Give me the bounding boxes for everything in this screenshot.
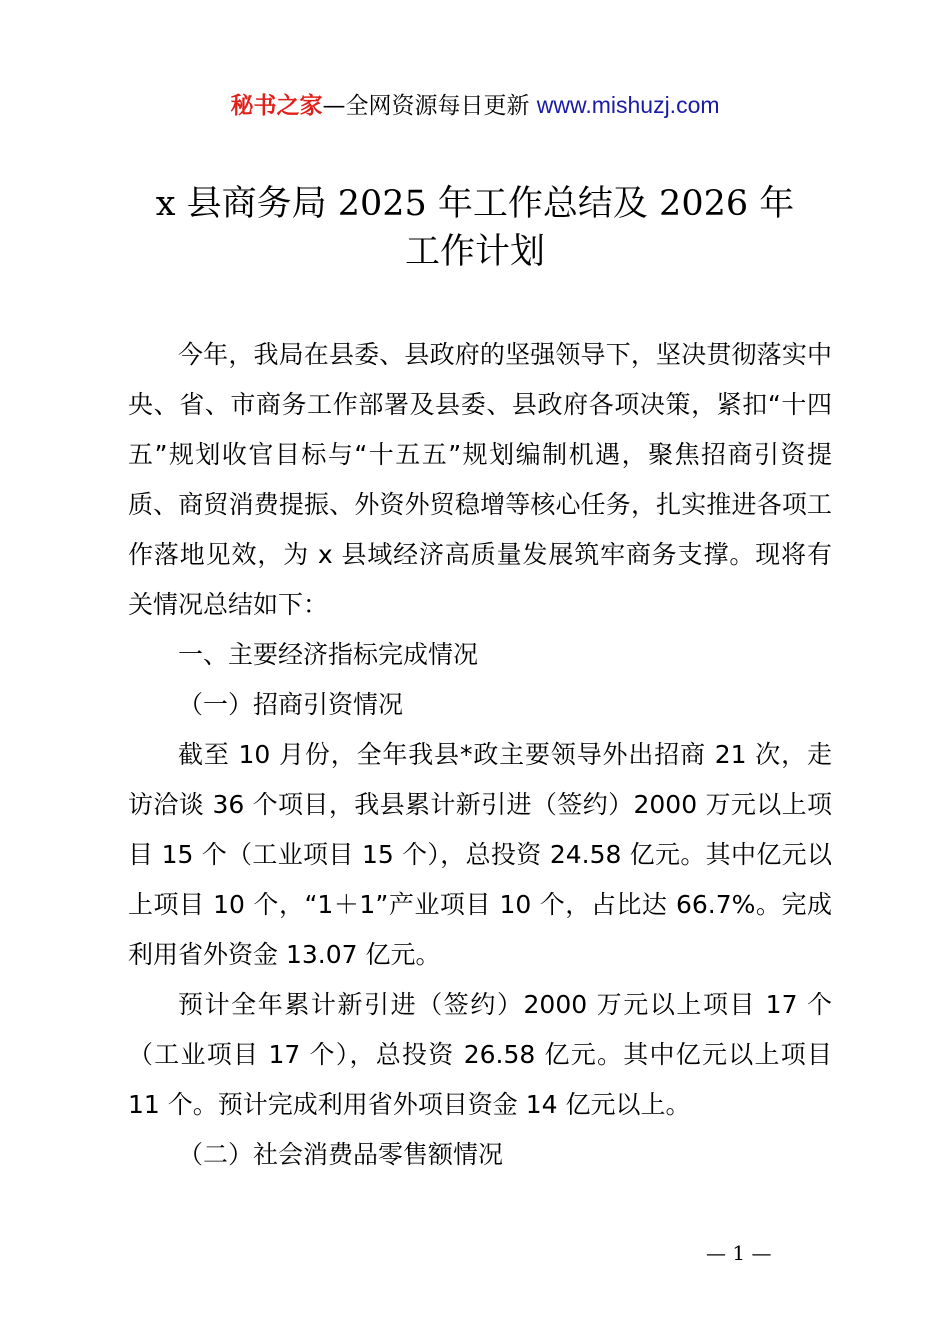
subsection-heading-2: （二）社会消费品零售额情况 — [178, 1140, 504, 1169]
title-line-2: 工作计划 — [404, 232, 545, 272]
site-header — [0, 88, 950, 123]
site-url-link[interactable]: www.mishuzj.com — [536, 92, 720, 118]
intro-paragraph: 今年，我局在县委、县政府的坚强领导下，坚决贯彻落实中央、省、市商务工作部署及县委、县政府各项决策，紧扣“十四五”规划收官目标与“十五五”规划编制机遇，聚焦招商引资提质、商贸消费提振、外资外贸稳增等核心任务，扎实推进各项工作落地见效，为 x 县域经济高质量发展筑牢商务支撑。现将有关情况总结如下： — [128, 340, 832, 619]
document-title — [0, 180, 950, 276]
site-slogan: —全网资源每日更新 — [322, 93, 537, 119]
subsection-heading-1: （一）招商引资情况 — [178, 690, 404, 719]
title-line-1: x 县商务局 2025 年工作总结及 2026 年 — [155, 184, 795, 224]
forecast-paragraph: 预计全年累计新引进（签约）2000 万元以上项目 17 个（工业项目 17 个），总投资 26.58 亿元。其中亿元以上项目 11 个。预计完成利用省外项目资金 14 亿元以上。 — [128, 990, 832, 1119]
page-number: — 1 — — [706, 1241, 772, 1265]
section-heading-1: 一、主要经济指标完成情况 — [178, 640, 479, 669]
document-body — [128, 330, 832, 1180]
investment-paragraph: 截至 10 月份，全年我县*政主要领导外出招商 21 次，走访洽谈 36 个项目，我县累计新引进（签约）2000 万元以上项目 15 个（工业项目 15 个），总投资 24.58 亿元。其中亿元以上项目 10 个，“1＋1”产业项目 10 个，占比达 66.7%。完成利用省外资金 13.07 亿元。 — [128, 740, 832, 969]
site-name: 秘书之家 — [230, 93, 323, 119]
